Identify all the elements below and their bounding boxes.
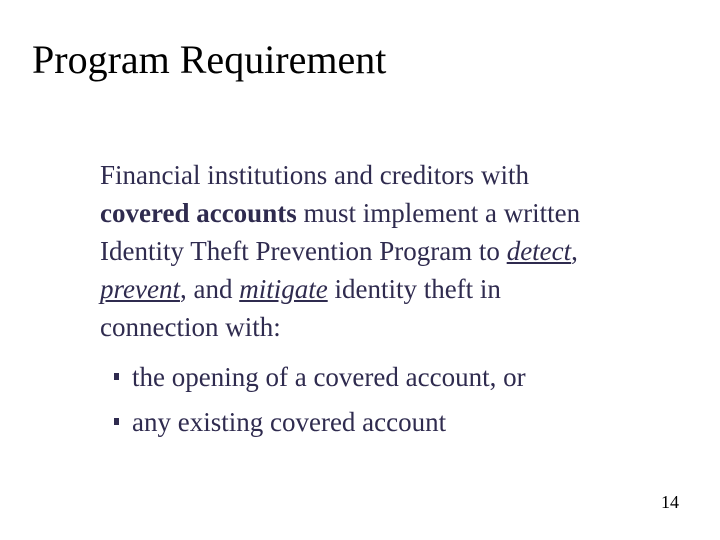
bullet-list	[100, 355, 526, 445]
paragraph-line-2-rest: must implement a written	[296, 198, 581, 228]
paragraph-line-4-mid: , and	[179, 274, 240, 304]
paragraph-line-3-start: Identity Theft Prevention Program to	[100, 236, 507, 266]
mitigate-term: mitigate	[239, 274, 328, 304]
paragraph-line-4	[100, 270, 700, 308]
paragraph-line-5: connection with:	[100, 312, 281, 342]
bullet-text: the opening of a covered account, or	[132, 362, 526, 392]
detect-term: detect	[506, 236, 572, 266]
square-bullet-icon	[114, 373, 119, 380]
square-bullet-icon	[114, 418, 119, 425]
slide-title: Program Requirement	[32, 37, 387, 82]
body-paragraph	[100, 156, 700, 346]
covered-accounts-term: covered accounts	[100, 198, 297, 228]
paragraph-line-3-end: ,	[571, 236, 578, 266]
paragraph-line-1: Financial institutions and creditors with	[100, 160, 529, 190]
paragraph-line-3	[100, 232, 700, 270]
page-number: 14	[661, 492, 679, 512]
bullet-text: any existing covered account	[132, 407, 447, 437]
bullet-item	[100, 355, 526, 400]
prevent-term: prevent	[100, 274, 180, 304]
paragraph-line-4-end: identity theft in	[327, 274, 501, 304]
bullet-item	[100, 400, 526, 445]
paragraph-line-2	[100, 194, 700, 232]
